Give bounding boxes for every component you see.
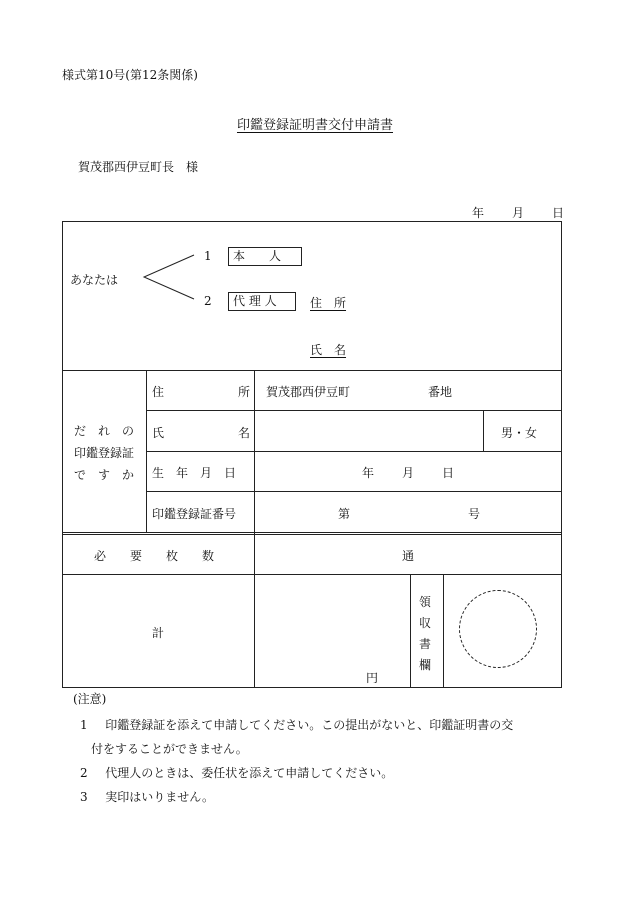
dob-day-unit: 日 — [442, 466, 455, 480]
note-number: 3 — [80, 790, 88, 804]
dob-month-unit: 月 — [402, 466, 415, 480]
applicant-label: あなたは — [70, 273, 119, 287]
form-code: 様式第10号(第12条関係) — [62, 68, 198, 82]
option-agent-checkbox[interactable]: 代 理 人 — [228, 292, 296, 311]
notes-title: (注意) — [73, 692, 107, 706]
copies-label: 必 要 枚 数 — [94, 549, 215, 563]
addressee: 賀茂郡西伊豆町長 様 — [78, 160, 199, 174]
gender-selector[interactable]: 男・女 — [501, 426, 538, 440]
row-divider-double — [62, 534, 562, 535]
receipt-seal-circle — [459, 590, 537, 668]
document-title: 印鑑登録証明書交付申請書 — [236, 118, 393, 133]
row-divider — [146, 410, 562, 411]
address-value[interactable]: 賀茂郡西伊豆町 — [266, 385, 351, 399]
address-banchi-suffix: 番地 — [428, 385, 453, 399]
receipt-label: 領収書欄 — [418, 595, 431, 672]
row-divider — [62, 370, 562, 371]
option-2-number: 2 — [204, 294, 212, 308]
option-1-number: 1 — [204, 249, 212, 263]
note-item — [80, 764, 393, 781]
whose-card-label — [74, 420, 134, 486]
row-divider — [146, 491, 562, 492]
note-text: 印鑑登録証を添えて申請してください。この提出がないと、印鑑証明書の交 — [105, 718, 514, 732]
total-label: 計 — [152, 626, 165, 640]
column-divider — [410, 574, 411, 688]
column-divider — [254, 370, 255, 688]
note-number: 1 — [80, 718, 88, 732]
note-continuation: 付をすることができません。 — [91, 742, 248, 756]
agent-address-field[interactable]: 住 所 — [310, 296, 347, 310]
note-item — [80, 788, 214, 805]
address-label-end: 所 — [238, 385, 251, 399]
copies-unit[interactable]: 通 — [402, 549, 415, 563]
total-amount-unit[interactable]: 円 — [366, 671, 379, 685]
registration-number-prefix: 第 — [338, 507, 351, 521]
row-divider — [146, 451, 562, 452]
column-divider — [443, 574, 444, 688]
registration-number-suffix: 号 — [468, 507, 481, 521]
note-number: 2 — [80, 766, 88, 780]
application-date[interactable] — [472, 204, 564, 221]
branch-bracket-icon — [140, 252, 196, 302]
row-divider — [62, 574, 562, 575]
row-divider — [62, 532, 562, 533]
dob-label: 生 年 月 日 — [152, 466, 237, 480]
note-text: 代理人のときは、委任状を添えて申請してください。 — [105, 766, 394, 780]
dob-year-unit: 年 — [362, 466, 375, 480]
registration-number-label: 印鑑登録証番号 — [152, 507, 237, 521]
name-label-start: 氏 — [152, 426, 165, 440]
agent-name-field[interactable]: 氏 名 — [310, 343, 347, 357]
name-label-end: 名 — [238, 426, 251, 440]
whose-card-label-line: だ れ の — [74, 424, 135, 438]
column-divider — [146, 370, 147, 533]
column-divider — [483, 410, 484, 451]
address-label-start: 住 — [152, 385, 165, 399]
name-input-field[interactable] — [262, 414, 478, 448]
note-text: 実印はいりません。 — [105, 790, 215, 804]
option-self-checkbox[interactable]: 本 人 — [228, 247, 302, 266]
note-item — [80, 716, 513, 733]
date-month-label: 月 — [512, 206, 525, 220]
whose-card-label-line: で す か — [74, 468, 135, 482]
date-year-label: 年 — [472, 206, 485, 220]
whose-card-label-line: 印鑑登録証 — [74, 446, 135, 460]
date-day-label: 日 — [552, 206, 565, 220]
